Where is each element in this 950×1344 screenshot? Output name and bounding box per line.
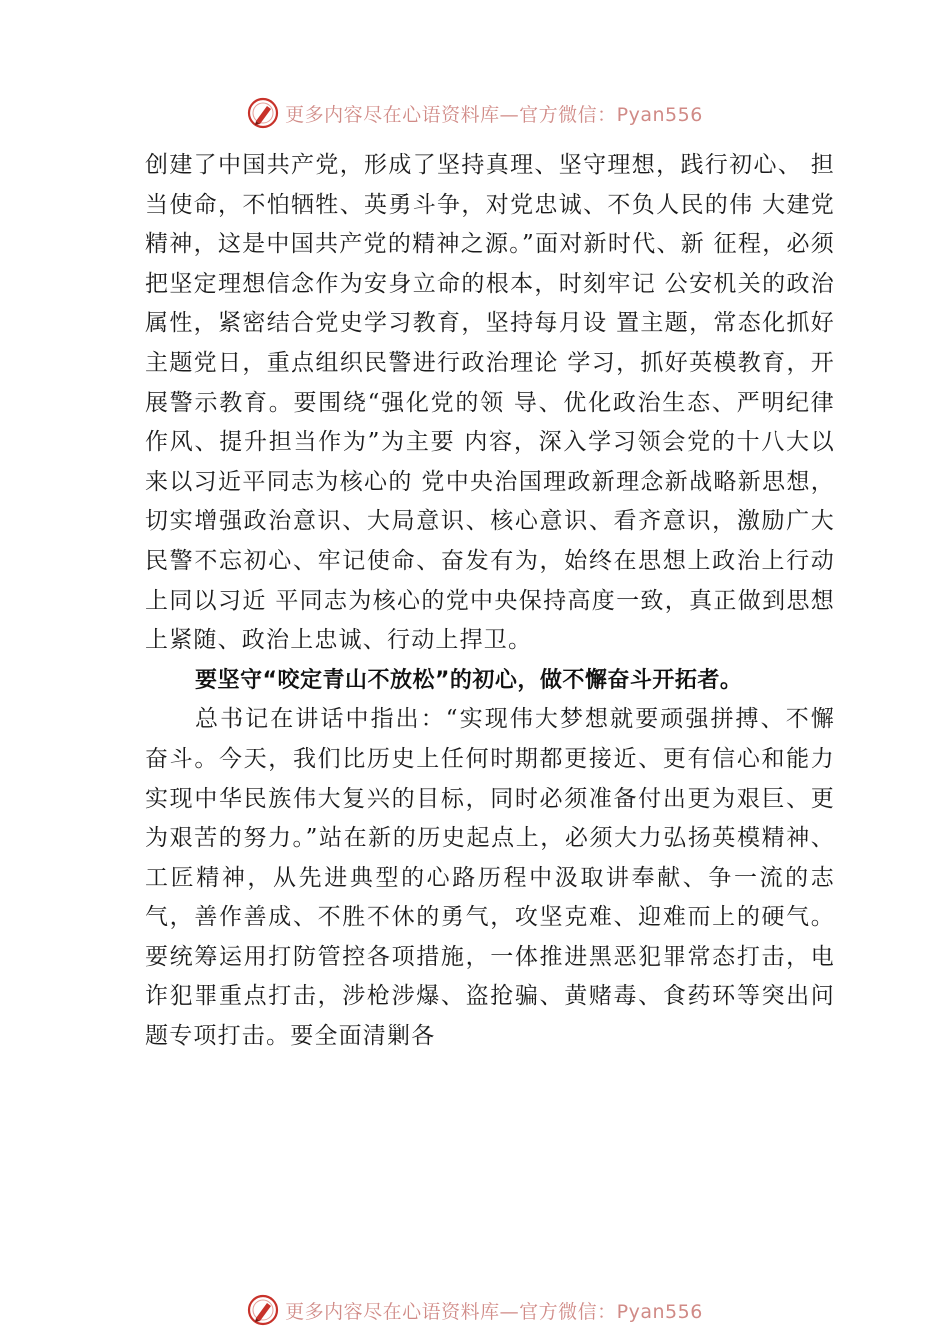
watermark-text: 更多内容尽在心语资料库—官方微信：Pyan556 [285,1300,703,1323]
pen-logo-icon [247,1294,279,1326]
document-body [145,146,835,1057]
watermark-text: 更多内容尽在心语资料库—官方微信：Pyan556 [285,103,703,126]
paragraph-2: 总书记在讲话中指出：“实现伟大梦想就要顽强拼搏、不懈奋斗。今天，我们比历史上任何时期都更接近、更有信心和能力实现中华民族伟大复兴的目标，同时必须准备付出更为艰巨、更为艰苦的努力。”站在新的历史起点上，必须大力弘扬英模精神、工匠精神，从先进典型的心路历程中汲取讲奉献、争一流的志气，善作善成、不胜不休的勇气，攻坚克难、迎难而上的硬气。要统筹运用打防管控各项措施，一体推进黑恶犯罪常态打击，电诈犯罪重点打击，涉枪涉爆、盗抢骗、黄赌毒、食药环等突出问题专项打击。要全面清剿各 [145,706,835,1050]
header-watermark [0,93,950,133]
paragraph-1: 创建了中国共产党，形成了坚持真理、坚守理想，践行初心、 担当使命，不怕牺牲、英勇斗争，对党忠诚、不负人民的伟 大建党精神，这是中国共产党的精神之源。”面对新时代、新 征程，必须把坚定理想信念作为安身立命的根本，时刻牢记 公安机关的政治属性，紧密结合党史学习教育，坚持每月设 置主题，常态化抓好主题党日，重点组织民警进行政治理论 学习，抓好英模教育，开展警示教育。要围绕“强化党的领 导、优化政治生态、严明纪律作风、提升担当作为”为主要 内容，深入学习领会党的十八大以来以习近平同志为核心的 党中央治国理政新理念新战略新思想，切实增强政治意识、大局意识、核心意识、看齐意识，激励广大民警不忘初心、牢记使命、奋发有为，始终在思想上政治上行动上同以习近 平同志为核心的党中央保持高度一致，真正做到思想上紧随、政治上忠诚、行动上捍卫。 [145,152,835,654]
footer-watermark [0,1290,950,1330]
section-heading: 要坚守“咬定青山不放松”的初心，做不懈奋斗开拓者。 [195,667,743,693]
pen-logo-icon [247,97,279,129]
